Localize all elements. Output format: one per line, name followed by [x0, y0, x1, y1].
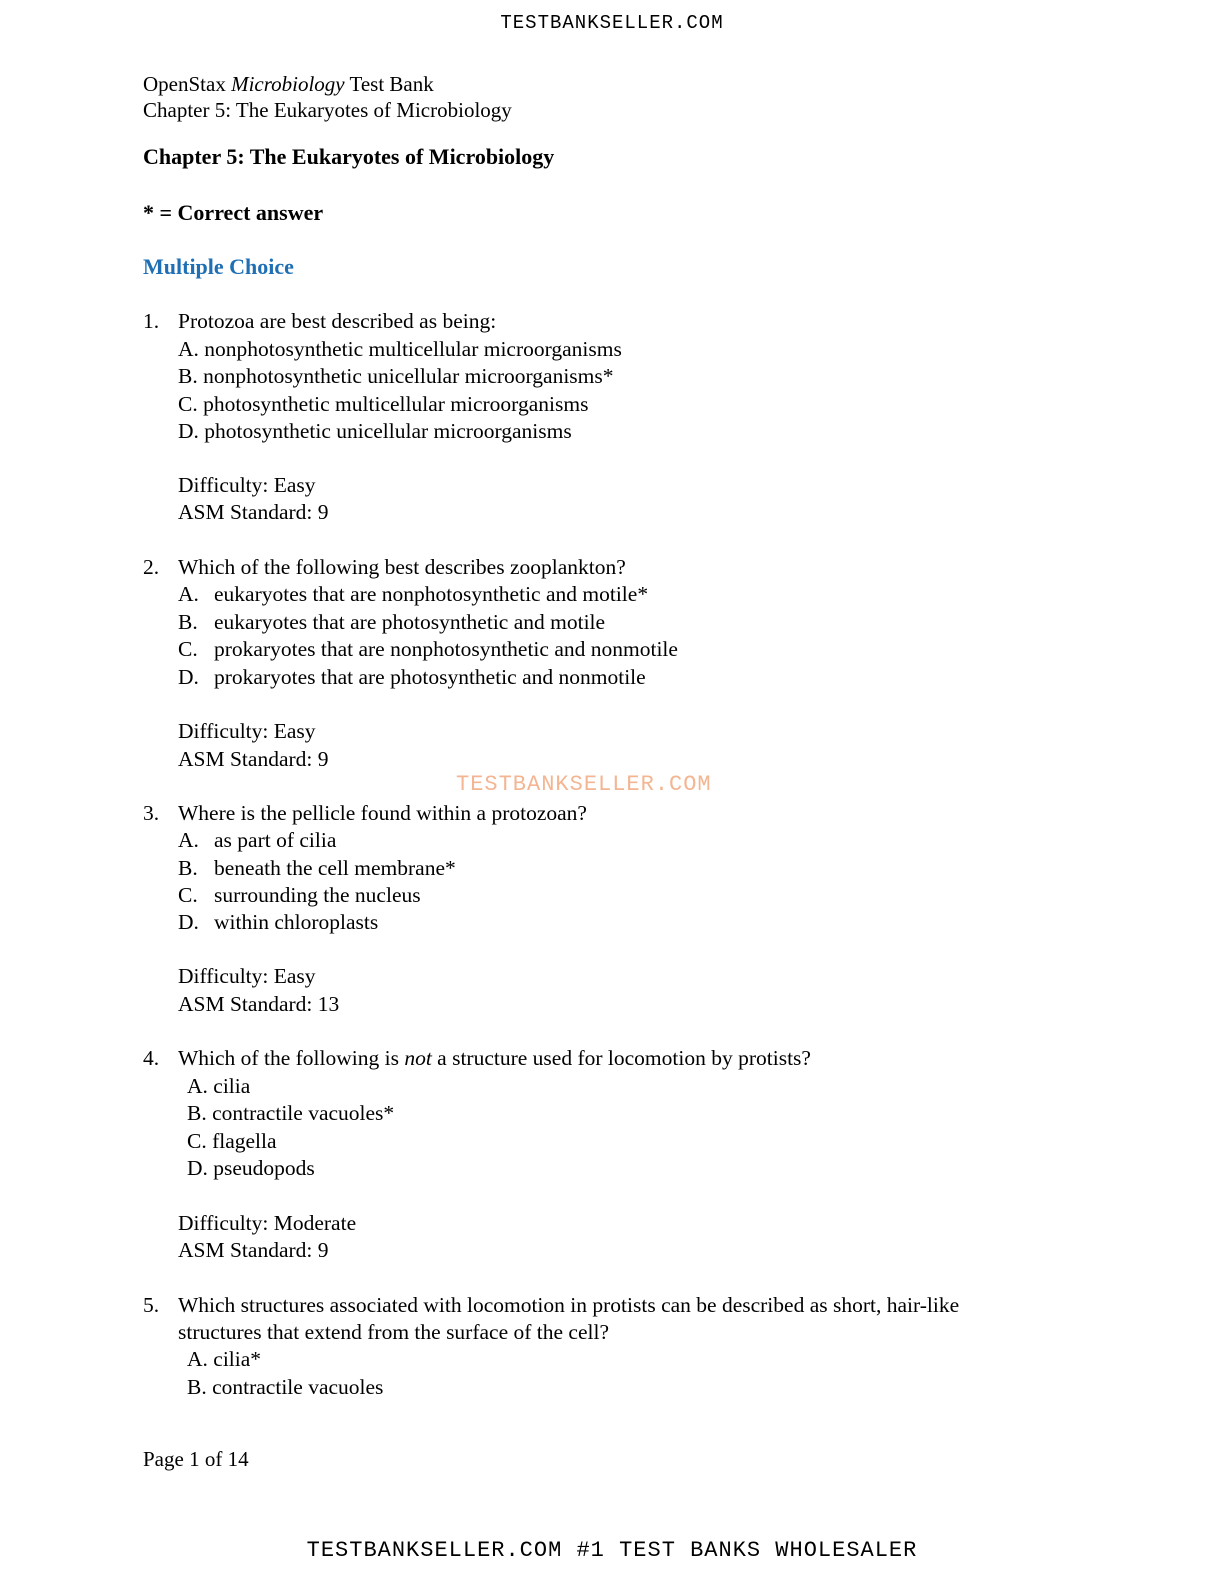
answer-option: C. surrounding the nucleus	[178, 883, 421, 907]
answer-option: A. cilia	[187, 1074, 251, 1098]
answer-option: C. prokaryotes that are nonphotosynthetic and nonmotile	[178, 637, 678, 661]
question-text: Which structures associated with locomotion in protists can be described as short, hair-like	[178, 1293, 960, 1317]
answer-option: B. nonphotosynthetic unicellular microorganisms*	[178, 364, 614, 388]
answer-option: C. flagella	[187, 1129, 277, 1153]
answer-option: B. beneath the cell membrane*	[178, 856, 456, 880]
question-text: Where is the pellicle found within a protozoan?	[178, 801, 587, 825]
asm-standard-label: ASM Standard: 9	[178, 500, 329, 524]
difficulty-label: Difficulty: Easy	[178, 964, 316, 988]
answer-option: C. photosynthetic multicellular microorganisms	[178, 392, 589, 416]
question-text: Which of the following is not a structure used for locomotion by protists?	[178, 1046, 811, 1070]
book-title-line: OpenStax Microbiology Test Bank	[143, 72, 434, 96]
section-title: Multiple Choice	[143, 254, 294, 279]
answer-option: B. contractile vacuoles	[187, 1375, 384, 1399]
answer-option: A. as part of cilia	[178, 828, 337, 852]
question-number: 4.	[143, 1046, 160, 1070]
answer-option: A. eukaryotes that are nonphotosynthetic and motile*	[178, 582, 649, 606]
page-title: Chapter 5: The Eukaryotes of Microbiology	[143, 144, 555, 169]
answer-option: D. pseudopods	[187, 1156, 315, 1180]
question-text: Which of the following best describes zooplankton?	[178, 555, 626, 579]
page-number: Page 1 of 14	[143, 1447, 249, 1471]
question-number: 3.	[143, 801, 160, 825]
question-text: Protozoa are best described as being:	[178, 309, 497, 333]
question-number: 1.	[143, 309, 160, 333]
answer-option: A. cilia*	[187, 1347, 262, 1371]
question-number: 5.	[143, 1293, 160, 1317]
answer-option: D. photosynthetic unicellular microorganisms	[178, 419, 572, 443]
answer-option: B. eukaryotes that are photosynthetic and motile	[178, 610, 606, 634]
answer-option: D. within chloroplasts	[178, 910, 379, 934]
difficulty-label: Difficulty: Easy	[178, 719, 316, 743]
question-number: 2.	[143, 555, 160, 579]
asm-standard-label: ASM Standard: 9	[178, 747, 329, 771]
answer-legend: * = Correct answer	[143, 200, 324, 225]
answer-option: A. nonphotosynthetic multicellular microorganisms	[178, 337, 622, 361]
bottom-watermark: TESTBANKSELLER.COM #1 TEST BANKS WHOLESALER	[306, 1538, 918, 1563]
asm-standard-label: ASM Standard: 9	[178, 1238, 329, 1262]
difficulty-label: Difficulty: Moderate	[178, 1211, 357, 1235]
asm-standard-label: ASM Standard: 13	[178, 992, 340, 1016]
answer-option: B. contractile vacuoles*	[187, 1101, 395, 1125]
difficulty-label: Difficulty: Easy	[178, 473, 316, 497]
middle-watermark: TESTBANKSELLER.COM	[456, 772, 712, 797]
chapter-line: Chapter 5: The Eukaryotes of Microbiology	[143, 98, 512, 122]
question-text-continued: structures that extend from the surface of the cell?	[178, 1320, 610, 1344]
top-watermark: TESTBANKSELLER.COM	[500, 12, 724, 34]
answer-option: D. prokaryotes that are photosynthetic and nonmotile	[178, 665, 646, 689]
